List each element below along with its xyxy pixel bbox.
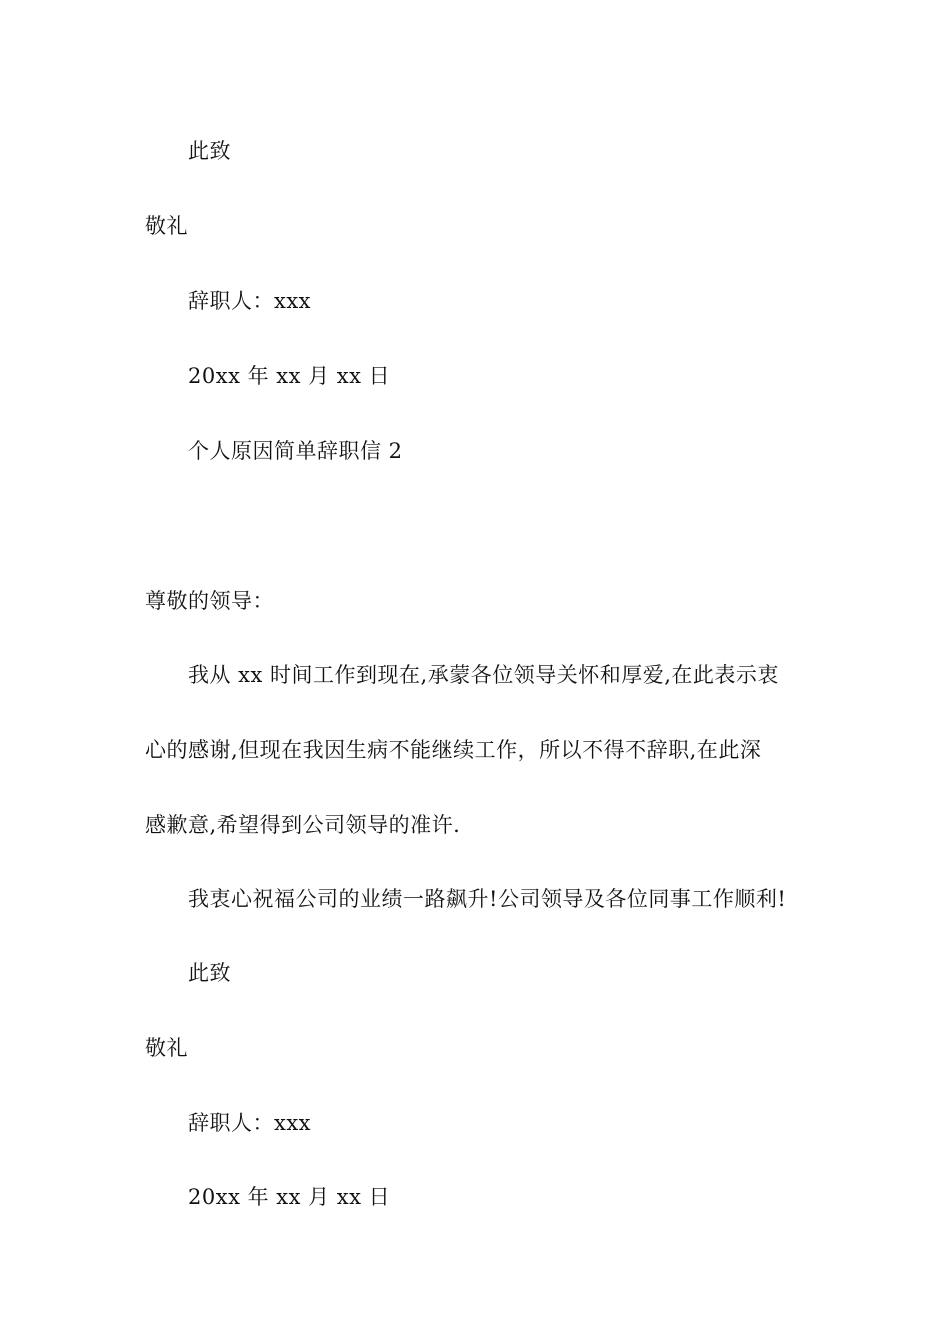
salutation-closing: 敬礼 <box>145 1036 188 1060</box>
wishes-paragraph: 我衷心祝福公司的业绩一路飙升!公司领导及各位同事工作顺利! <box>188 887 787 911</box>
body-paragraph-line: 心的感谢,但现在我因生病不能继续工作，所以不得不辞职,在此深 <box>145 738 762 762</box>
section-title: 个人原因简单辞职信 2 <box>188 439 403 463</box>
salutation-closing: 敬礼 <box>145 214 188 238</box>
signature-line: 辞职人：xxx <box>188 289 312 313</box>
closing-phrase: 此致 <box>188 139 231 163</box>
body-paragraph-line: 我从 xx 时间工作到现在,承蒙各位领导关怀和厚爱,在此表示衷 <box>188 663 779 687</box>
body-paragraph-line: 感歉意,希望得到公司领导的准许. <box>145 813 461 837</box>
date-line: 20xx 年 xx 月 xx 日 <box>188 1185 391 1209</box>
date-line: 20xx 年 xx 月 xx 日 <box>188 364 391 388</box>
signature-line: 辞职人：xxx <box>188 1111 312 1135</box>
closing-phrase: 此致 <box>188 961 231 985</box>
greeting: 尊敬的领导： <box>145 589 274 613</box>
